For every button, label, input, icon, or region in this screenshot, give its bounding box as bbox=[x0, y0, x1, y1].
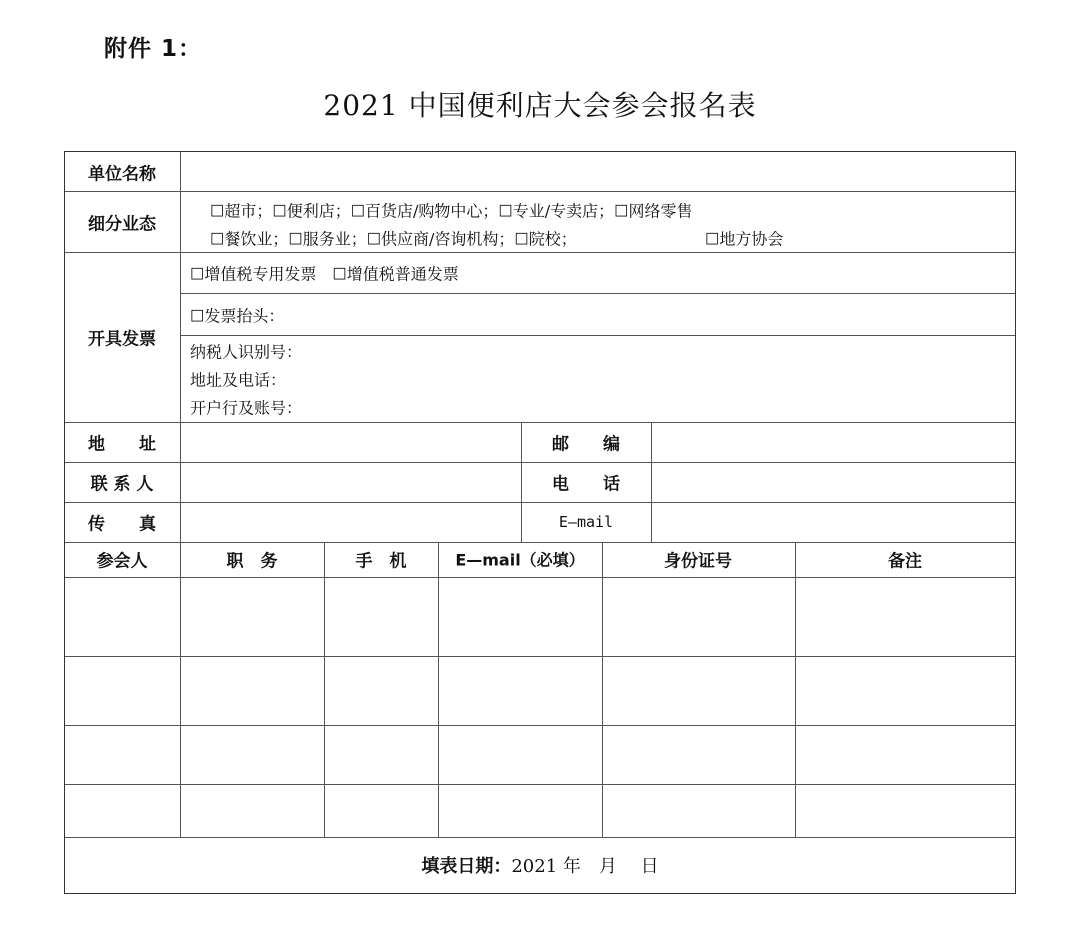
label-email: E—mail bbox=[558, 513, 614, 531]
column-header-email-required: E—mail（必填） bbox=[455, 550, 585, 570]
fill-date bbox=[65, 852, 1015, 878]
column-divider bbox=[438, 542, 439, 837]
invoice-title-option[interactable]: ☐发票抬头： bbox=[190, 306, 285, 326]
contact-field[interactable] bbox=[182, 464, 520, 501]
row-divider bbox=[181, 293, 1015, 294]
fill-date-value[interactable]: 2021 年 月 日 bbox=[511, 856, 659, 877]
address-field[interactable] bbox=[182, 424, 520, 461]
fax-field[interactable] bbox=[182, 504, 520, 541]
row-divider bbox=[65, 837, 1015, 838]
column-header-mobile: 手 机 bbox=[355, 551, 407, 572]
column-divider bbox=[521, 422, 522, 542]
page-title: 2021 中国便利店大会参会报名表 bbox=[323, 89, 757, 122]
column-header-id-number: 身份证号 bbox=[664, 551, 732, 572]
label-postcode: 邮 编 bbox=[552, 434, 620, 455]
column-divider bbox=[651, 422, 652, 542]
label-unit-name: 单位名称 bbox=[88, 164, 156, 185]
row-divider bbox=[65, 502, 1015, 503]
label-fax: 传 真 bbox=[88, 514, 156, 535]
label-business-type: 细分业态 bbox=[88, 214, 156, 235]
row-divider bbox=[65, 422, 1015, 423]
unit-name-field[interactable] bbox=[182, 153, 1014, 190]
fill-date-label: 填表日期： bbox=[421, 856, 512, 877]
business-type-option-local-association[interactable]: ☐地方协会 bbox=[705, 229, 784, 249]
label-contact: 联 系 人 bbox=[90, 474, 154, 495]
business-type-options-line1[interactable]: ☐超市；☐便利店；☐百货店/购物中心；☐专业/专卖店；☐网络零售 bbox=[210, 201, 693, 221]
row-divider bbox=[65, 784, 1015, 785]
label-phone: 电 话 bbox=[552, 474, 620, 495]
column-divider bbox=[180, 152, 181, 837]
taxpayer-id-label: 纳税人识别号： bbox=[190, 342, 303, 362]
email-field[interactable] bbox=[653, 504, 1014, 541]
row-divider bbox=[65, 656, 1015, 657]
row-divider bbox=[65, 725, 1015, 726]
postcode-field[interactable] bbox=[653, 424, 1014, 461]
column-divider bbox=[324, 542, 325, 837]
column-header-position: 职 务 bbox=[226, 551, 278, 572]
row-divider bbox=[65, 542, 1015, 543]
phone-field[interactable] bbox=[653, 464, 1014, 501]
column-divider bbox=[602, 542, 603, 837]
row-divider bbox=[181, 335, 1015, 336]
invoice-address-phone-label: 地址及电话： bbox=[190, 370, 287, 390]
row-divider bbox=[65, 462, 1015, 463]
business-type-options-line2[interactable]: ☐餐饮业；☐服务业；☐供应商/咨询机构；☐院校； bbox=[210, 229, 577, 249]
row-divider bbox=[65, 191, 1015, 192]
row-divider bbox=[65, 252, 1015, 253]
invoice-type-options[interactable]: ☐增值税专用发票 ☐增值税普通发票 bbox=[190, 264, 459, 284]
label-invoice: 开具发票 bbox=[88, 329, 156, 350]
attachment-label: 附件 1： bbox=[104, 36, 203, 62]
row-divider bbox=[65, 577, 1015, 578]
column-header-remarks: 备注 bbox=[888, 551, 922, 572]
label-address: 地 址 bbox=[88, 434, 156, 455]
column-header-attendee: 参会人 bbox=[96, 551, 148, 572]
bank-account-label: 开户行及账号： bbox=[190, 398, 303, 418]
registration-form bbox=[64, 151, 1016, 894]
column-divider bbox=[795, 542, 796, 837]
